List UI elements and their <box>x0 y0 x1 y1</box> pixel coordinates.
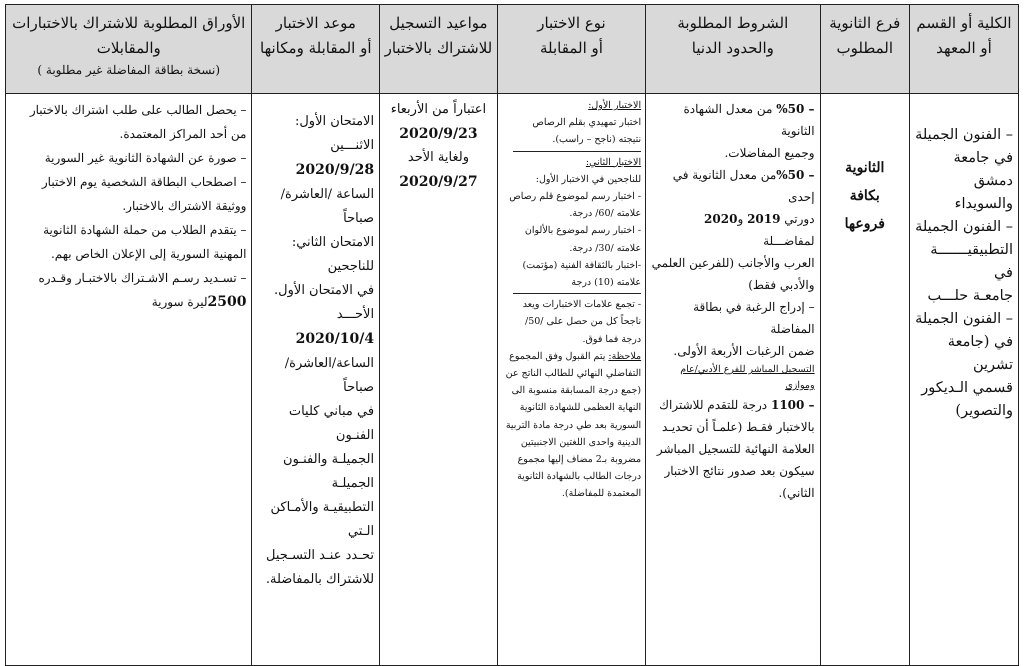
cell-branch: الثانوية بكافة فروعها <box>820 94 909 666</box>
admission-table <box>5 4 1019 666</box>
cell-registration: اعتباراً من الأربعاء 2020/9/23 ولغاية الأحد 2020/9/27 <box>380 94 498 666</box>
header-documents: الأوراق المطلوبة للاشتراك بالاختبارات والمقابلات (نسخة بطاقة المفاضلة غير مطلوبة ) <box>6 5 252 94</box>
header-exam-type: نوع الاختبار أو المقابلة <box>497 5 645 94</box>
cell-documents: – يحصل الطالب على طلب اشتراك بالاختبار من أحد المراكز المعتمدة. – صورة عن الشهادة الثانوية غير السورية – اصطحاب البطاقة الشخصية يوم الاختبار ووثيقة الاشتراك بالاختبار. – يتقدم الطلاب من حملة الشهادة الثانوية المهنية السورية إلى الإعلان الخاص بهم. – تسـديد رسـم الاشـتراك بالاختبـار وقـدره 2500ليرة سورية <box>6 94 252 666</box>
divider <box>513 293 641 294</box>
cell-exam-date: الامتحان الأول: الاثنـــين 2020/9/28 الساعة /العاشرة/ صباحاً الامتحان الثاني: للناجحين في الامتحان الأول. الأحـــد 2020/10/4 الساعة/العاشرة/ صباحاً في مباني كليات الفنـون الجميلـة والفنـون الجميلـة التطبيقيـة والأمـاكن الـتي تحـدد عنـد التسـجيل للاشتراك بالمفاضلة. <box>252 94 380 666</box>
direct-registration-note: التسجيل المباشر للفرع الأدبي/عام وموازي <box>680 364 815 391</box>
header-row <box>6 5 1019 94</box>
header-registration: مواعيد التسجيل للاشتراك بالاختبار <box>380 5 498 94</box>
cell-conditions: – %50 من معدل الشهادة الثانوية وجميع المفاضلات. – %50من معدل الثانوية في إحدى دورتي 2019 و2020 لمفاضـــلة العرب والأجانب (للفرعين العلمي والأدبي فقط) – إدراج الرغبة في بطاقة المفاضلة ضمن الرغبات الأربعة الأولى. التسجيل المباشر للفرع الأدبي/عام وموازي – 1100 درجة للتقدم للاشتراك بالاختبار فقـط (علمـاً أن تحديـد العلامة النهائية للتسجيل المباشر سيكون بعد صدور نتائج الاختبار الثاني). <box>646 94 820 666</box>
header-branch: فرع الثانوية المطلوب <box>820 5 909 94</box>
divider <box>513 151 641 152</box>
table-row <box>6 94 1019 666</box>
header-exam-date: موعد الاختبار أو المقابلة ومكانها <box>252 5 380 94</box>
header-faculty: الكلية أو القسم أو المعهد <box>909 5 1018 94</box>
cell-faculty: – الفنون الجميلة في جامعة دمشق والسويداء – الفنون الجميلة التطبيقيـــــــة في جامعـة حلـــب – الفنون الجميلة في (جامعة تشرين قسمي الـديكور والتصوير) <box>909 94 1018 666</box>
header-conditions: الشروط المطلوبة والحدود الدنيا <box>646 5 820 94</box>
cell-exam-type: الاختبار الأول: اختبار تمهيدي بقلم الرصاص نتيجته (ناجح – راسب). الاختبار الثاني: للناجحين في الاختبار الأول: - اختبار رسم لموضوع قلم رصاص علامته /60/ درجة. - اختبار رسم لموضوع بالألوان علامته /30/ درجة. -اختبار بالثقافة الفنية (مؤتمت) علامته (10) درجة - تجمع علامات الاختبارات ويعد ناجحاً كل من حصل على /50/ درجة فما فوق. ملاحظة: يتم القبول وفق المجموع التفاضلي النهائي للطالب الناتج عن (جمع درجة المسابقة منسوبة الى النهاية العظمى للشهادة الثانوية السورية بعد طي درجة مادة التربية الدينية واحدى اللغتين الاجنبيتين مضروبة بـ2 مضاف إليها مجموع درجات الطالب بالشهادة الثانوية المعتمدة للمفاضلة). <box>497 94 645 666</box>
